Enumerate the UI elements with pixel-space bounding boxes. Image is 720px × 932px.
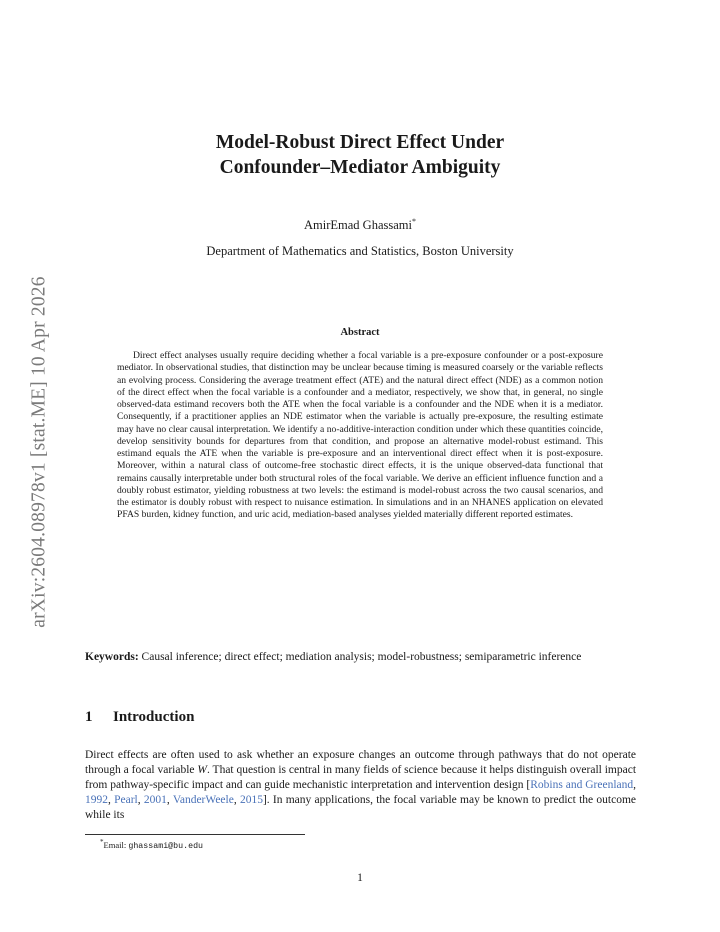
keywords	[85, 650, 636, 665]
intro-paragraph	[85, 748, 636, 823]
arxiv-stamp	[15, 252, 65, 652]
abstract-text: Direct effect analyses usually require deciding whether a focal variable is a pre-exposure confounder or a post-exposure mediator. In observational studies, that distinction may be unclear because timing is measured coarsely or the variable reflects an evolving process. Considering the average treatment effect (ATE) and the natural direct effect (NDE) as a common notion of the direct effect when the focal variable is a confounder and a mediator, respectively, we show that, in general, no single observed-data estimand recovers both the ATE when the focal variable is a confounder and the NDE when it is a mediator. Consequently, if a practitioner applies an NDE estimator when the variable is actually pre-exposure, the resulting estimate may have no clear causal interpretation. We identify a no-additive-interaction condition under which these quantities coincide, develop sensitivity bounds for departures from that condition, and propose an alternative model-robust estimand. This estimand equals the ATE when the variable is pre-exposure and an interventional direct effect when it is post-exposure. Moreover, within a natural class of outcome-free stochastic direct effects, it is the unique observed-data functional that remains causally interpretable under both structural roles of the focal variable. We derive an efficient influence function and a doubly robust estimator, yielding robustness at two levels: the estimand is model-robust across the two causal scenarios, and the estimator is doubly robust with respect to nuisance estimation. In simulations and in an NHANES application on elevated PFAS burden, kidney function, and uric acid, mediation-based analyses yielded materially different reported estimates.	[117, 350, 603, 521]
citation-link[interactable]: Robins and Greenland	[530, 779, 634, 792]
abstract-heading: Abstract	[340, 327, 380, 338]
title-line-2: Confounder–Mediator Ambiguity	[219, 157, 501, 178]
author	[0, 217, 720, 233]
section-heading	[85, 709, 194, 726]
author-footnote-mark: *	[411, 217, 416, 226]
footnote-email[interactable]: ghassami@bu.edu	[128, 841, 204, 851]
citation-link[interactable]: 2001	[143, 794, 167, 807]
citation-link[interactable]: Pearl	[114, 794, 138, 807]
citation-separator: ,	[108, 794, 115, 807]
author-name: AmirEmad Ghassami	[304, 218, 412, 233]
citation-link[interactable]: 1992	[85, 794, 108, 807]
footnote-mark: *	[100, 838, 104, 846]
paper-title	[110, 130, 610, 180]
citation-link[interactable]: 2015	[239, 794, 263, 807]
footnote-rule	[85, 834, 305, 835]
citation-separator: ,	[233, 794, 240, 807]
intro-text: ]. In many applications, the focal variable may be known to predict the outcome while its	[85, 794, 637, 822]
page-number: 1	[357, 872, 363, 884]
citation-link[interactable]: VanderWeele	[172, 794, 234, 807]
section-number: 1	[85, 709, 93, 725]
footnote	[100, 838, 203, 851]
citation-separator: ,	[137, 794, 144, 807]
citation-separator: ,	[633, 779, 637, 792]
intro-text: Direct effects are often used to ask whether an exposure changes an outcome through pathways that do not operate through a focal variable	[85, 749, 636, 777]
citation-separator: ,	[166, 794, 173, 807]
section-title: Introduction	[113, 709, 195, 725]
keywords-text: Causal inference; direct effect; mediation analysis; model-robustness; semiparametric inference	[141, 651, 582, 663]
title-line-1: Model-Robust Direct Effect Under	[215, 132, 505, 153]
intro-text: . That question is central in many fields of science because it helps distinguish overall impact from pathway-specific impact and can guide mechanistic interpretation and intervention design [	[85, 764, 637, 792]
arxiv-identifier: arXiv:2604.08978v1 [stat.ME] 10 Apr 2026	[29, 276, 51, 628]
keywords-label: Keywords:	[85, 651, 139, 663]
affiliation: Department of Mathematics and Statistics, Boston University	[206, 244, 514, 258]
intro-variable: W	[197, 764, 207, 777]
footnote-label: Email:	[103, 839, 129, 850]
